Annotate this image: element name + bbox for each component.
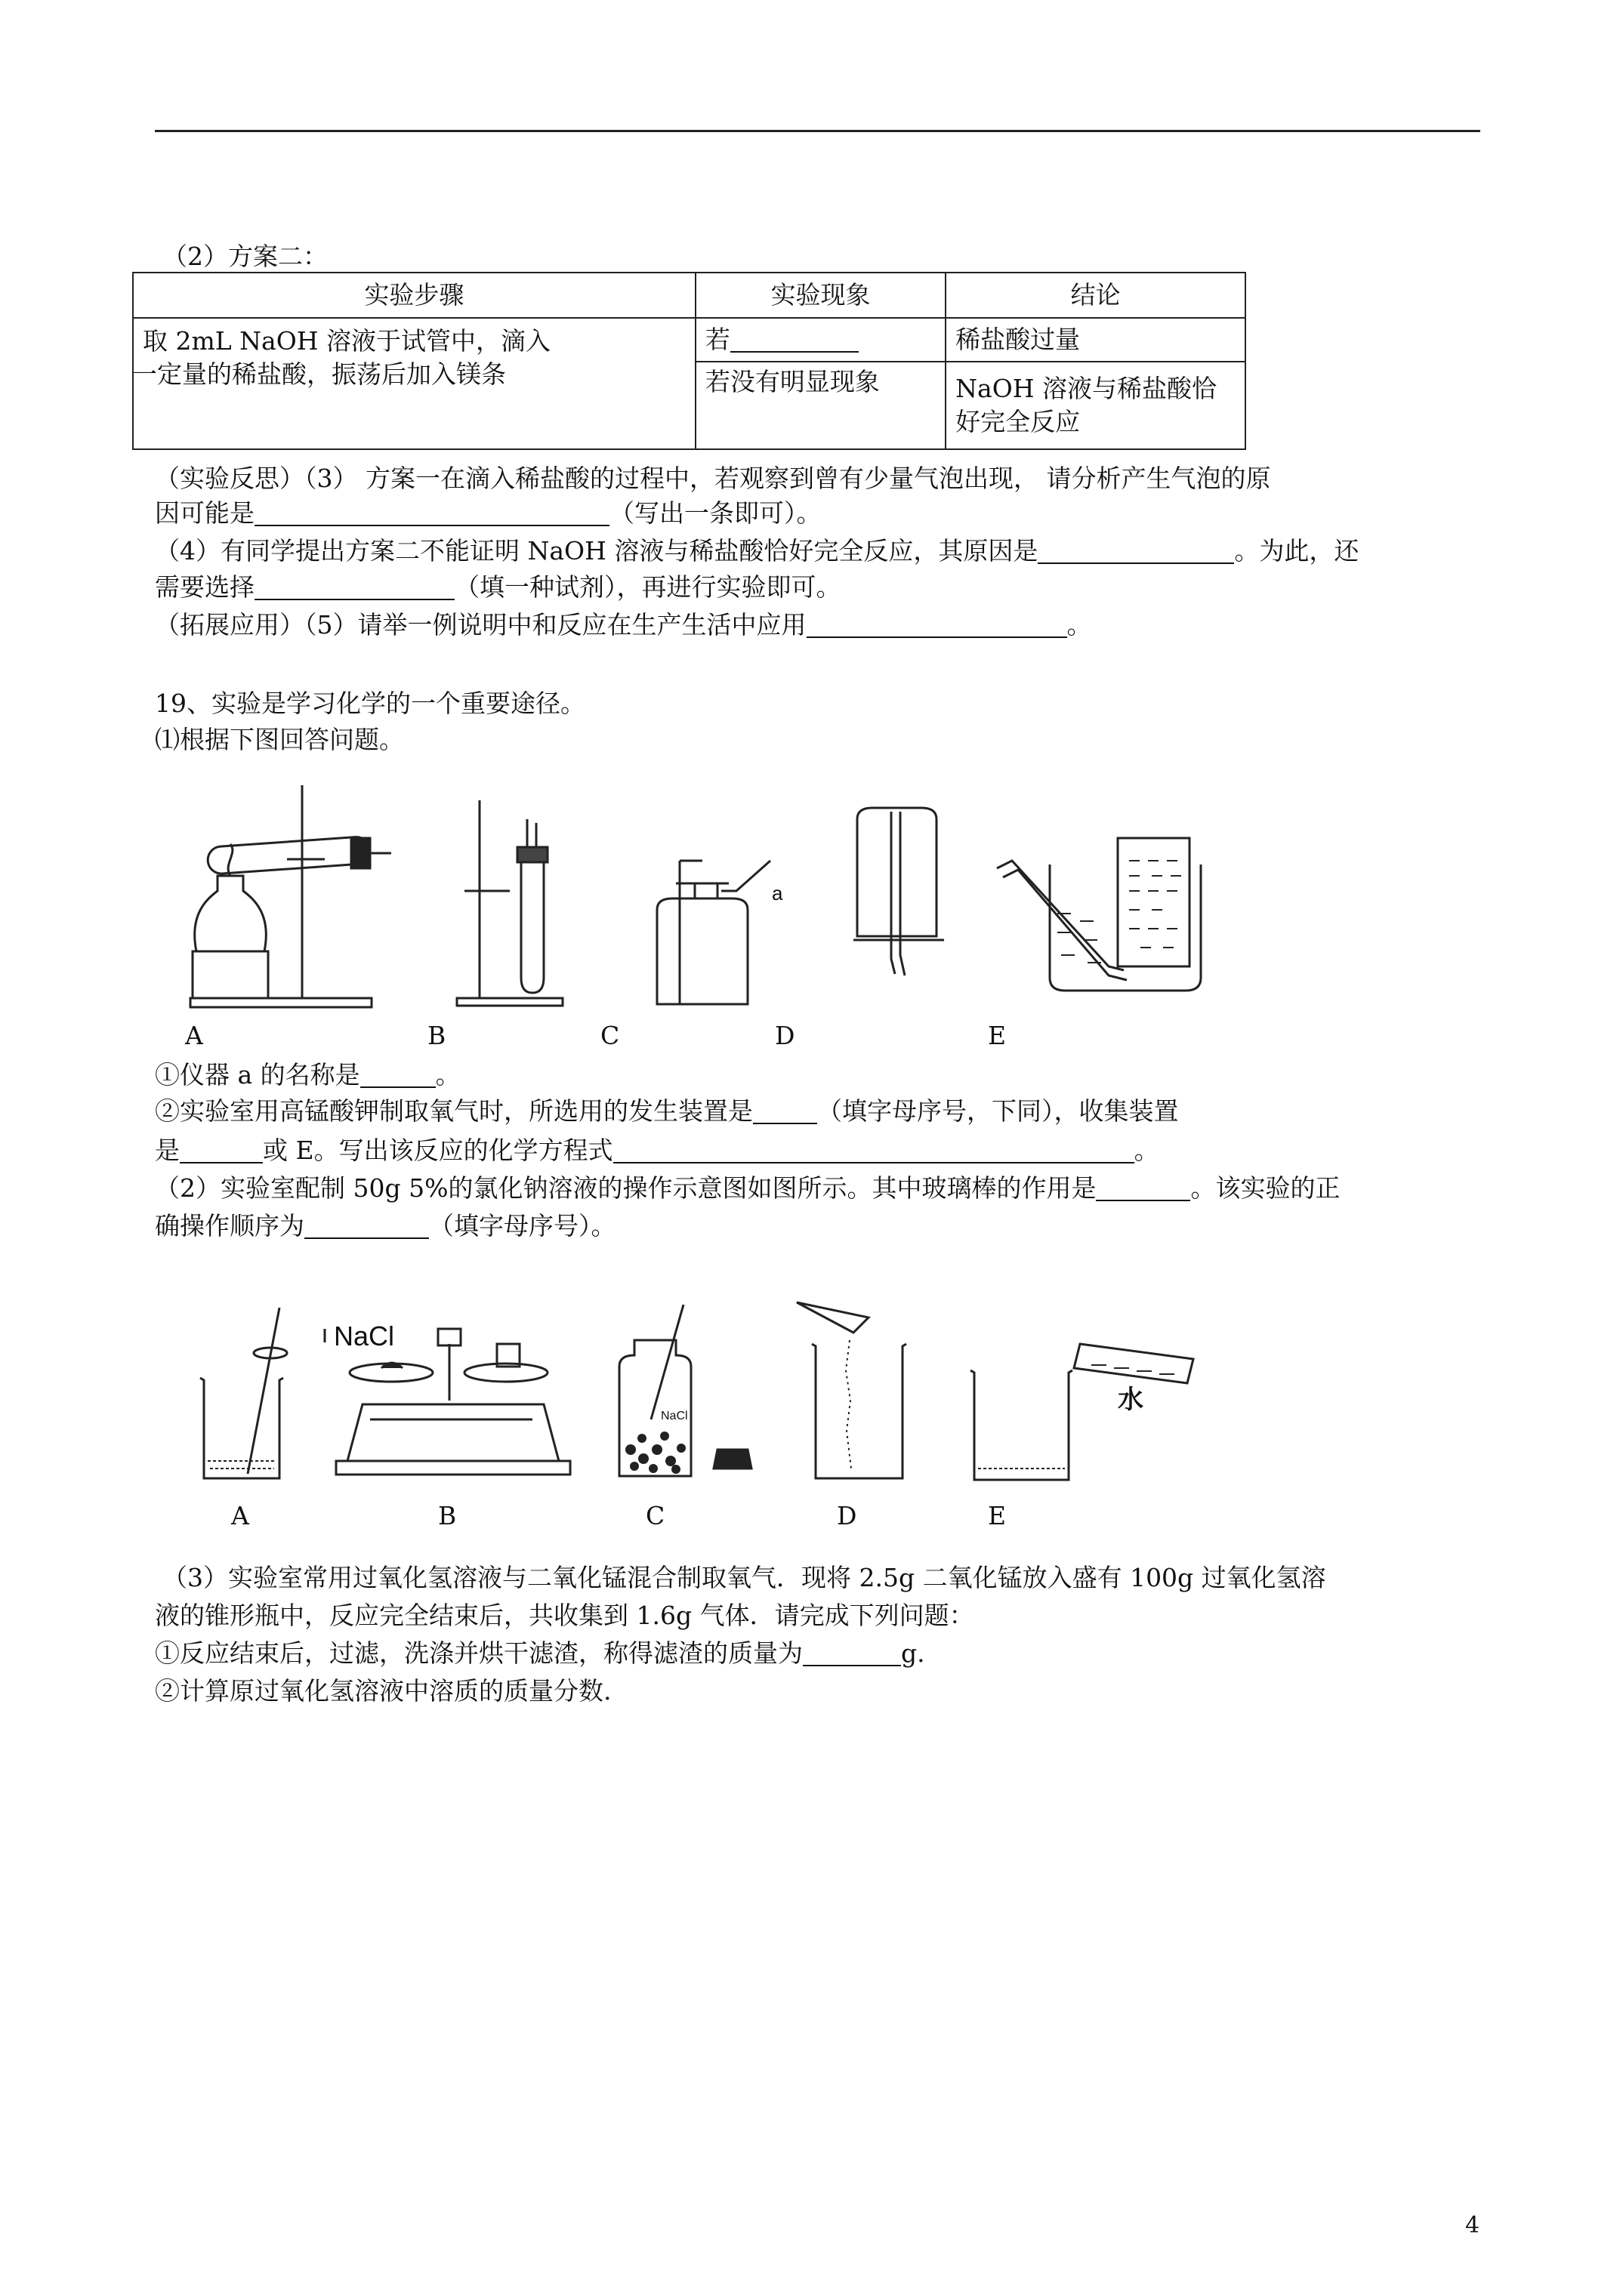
q19-1b-blank-2[interactable] [180,1138,263,1163]
stand-base-a [190,998,372,1007]
delivery-tube-e2 [1003,870,1127,980]
header-rule [155,130,1480,132]
nacl-label-c: NaCl [661,1410,688,1422]
label-a: a [772,882,783,905]
beaker-e [970,1370,1072,1480]
fig2-label-d: D [837,1501,857,1530]
stopper-c [714,1450,751,1469]
q4-prefix: （4）有同学提出方案二不能证明 NaOH 溶液与稀盐酸恰好完全反应，其原因是 [155,536,1038,566]
q19-2-line-2 [155,1210,616,1243]
q19-3a-blank[interactable] [803,1641,901,1666]
q19-1b-blank-1[interactable] [753,1099,817,1124]
q4-line2-prefix: 需要选择 [155,572,255,602]
q5-prefix: （拓展应用）（5）请举一例说明中和反应在生产生活中应用 [155,610,807,639]
op-e [970,1344,1193,1480]
beaker-d [812,1344,906,1478]
fig1-label-d: D [775,1021,795,1050]
stopper-b [517,847,548,862]
section2-title: （2）方案二： [162,242,328,271]
stopper-a [351,838,370,868]
q19-1a-suffix: 。 [435,1060,461,1089]
q19-1b-line2-mid: 或 E。写出该反应的化学方程式 [263,1136,613,1165]
q19-2-blank-1[interactable] [1096,1176,1190,1201]
tube-d2 [900,812,905,975]
beaker-a [200,1378,283,1478]
balance-body [347,1404,559,1461]
fig2-label-b: B [438,1501,457,1530]
apparatus-c [657,861,783,1004]
bottle-d [857,808,936,936]
q4-line2-suffix: （填一种试剂），再进行实验即可。 [455,572,841,602]
nacl-label-b: NaCl [334,1321,395,1351]
q19-3-line-2: 液的锥形瓶中，反应完全结束后，共收集到 1.6g 气体．请完成下列问题： [155,1601,974,1630]
q19-1b-line-1 [155,1095,1179,1128]
apparatus-e [997,838,1201,991]
q19-3-line-1: （3）实验室常用过氧化氢溶液与二氧化锰混合制取氧气．现将 2.5g 二氧化锰放入盛有 100g 过氧化氢溶 [162,1563,1326,1592]
falling-salt-d [846,1340,851,1469]
solution-figure [189,1299,1246,1495]
test-tube-b [521,861,544,993]
phenomenon-1-blank[interactable] [730,327,859,353]
step-line-2: 一定量的稀盐酸，振荡后加入镁条 [132,359,506,389]
paper-d [797,1302,869,1333]
experiment-table [132,272,1246,450]
q3-suffix: （写出一条即可）。 [609,498,822,528]
q19-1a-prefix: ①仪器 a 的名称是 [155,1060,360,1089]
q19-1a [155,1059,461,1092]
bottle-c [657,898,748,1004]
q19-2-blank-2[interactable] [304,1213,429,1239]
q19-1b-prefix: ②实验室用高锰酸钾制取氧气时，所选用的发生装置是 [155,1096,753,1126]
table-header-conclusion: 结论 [946,273,1245,318]
op-d [797,1302,906,1478]
lamp-block-a [193,951,268,998]
graduated-cylinder-e [1074,1344,1193,1383]
glass-rod-a [248,1308,279,1474]
q19-2-prefix: （2）实验室配制 50g 5%的氯化钠溶液的操作示意图如图所示。其中玻璃棒的作用是 [155,1173,1097,1203]
op-b [325,1321,570,1475]
page-number: 4 [1465,2212,1480,2239]
q19-2-line-1 [155,1172,1340,1205]
op-a [200,1308,287,1478]
table-cell-steps [133,318,696,449]
q19-1b-line2-suffix: 。 [1134,1136,1159,1165]
apparatus-d [853,808,944,975]
water-lines-e [1057,861,1181,963]
gas-jar-e [1118,838,1189,966]
q5-blank[interactable] [807,612,1067,638]
apparatus-figure [174,778,1231,1027]
q19-title: 19、实验是学习化学的一个重要途径。 [155,689,585,718]
q3-blank[interactable] [255,501,609,526]
fig1-label-b: B [427,1021,446,1050]
water-label-e: 水 [1118,1385,1143,1414]
apparatus-b [457,800,563,1006]
fig1-label-a: A [185,1021,203,1050]
table-cell-phenomenon-1 [696,318,946,362]
q19-3a-prefix: ①反应结束后，过滤，洗涤并烘干滤渣，称得滤渣的质量为 [155,1638,803,1668]
q5-line [155,609,1092,642]
fig2-label-a: A [231,1501,249,1530]
phenomenon-1-prefix: 若 [705,325,730,354]
table-cell-conclusion-1: 稀盐酸过量 [946,318,1245,362]
op-c [619,1305,751,1476]
q19-1b-line2-prefix: 是 [155,1136,180,1165]
q4-blank-1[interactable] [1038,538,1234,564]
q5-suffix: 。 [1066,610,1092,639]
table-header-steps: 实验步骤 [133,273,696,318]
q4-suffix: 。为此，还 [1234,536,1359,566]
q19-1b-suffix: （填字母序号，下同），收集装置 [817,1096,1179,1126]
q19-2-line2-suffix: （填字母序号）。 [429,1211,616,1240]
q19-3b: ②计算原过氧化氢溶液中溶质的质量分数. [155,1676,612,1706]
fig1-label-e: E [988,1021,1007,1050]
spoon-c [651,1305,683,1419]
q4-blank-2[interactable] [255,575,455,600]
tube-c-side [721,861,770,891]
lamp-flame-a [228,844,233,876]
q3-line-1: （实验反思）（3） 方案一在滴入稀盐酸的过程中，若观察到曾有少量气泡出现， 请分析产生气泡的原 [155,464,1271,493]
q4-line-2 [155,571,841,604]
stand-base-b [457,998,563,1006]
solid-grains-c [625,1432,686,1474]
table-cell-phenomenon-2: 若没有明显现象 [696,362,946,449]
tube-d [891,812,895,974]
q19-1a-blank[interactable] [360,1062,436,1088]
liquid-a [208,1461,276,1469]
q19-part1: ⑴根据下图回答问题。 [155,725,404,754]
q19-2-suffix: 。该实验的正 [1190,1173,1341,1203]
fig2-label-e: E [988,1501,1007,1530]
q19-3a [155,1637,925,1670]
fig1-label-c: C [600,1021,620,1050]
conclusion-2-line-1: NaOH 溶液与稀盐酸恰 [955,374,1217,403]
balance-top [438,1329,461,1345]
q19-3a-suffix: g. [901,1638,925,1668]
fig2-label-c: C [646,1501,665,1530]
step-line-1: 取 2mL NaOH 溶液于试管中，滴入 [143,326,551,356]
delivery-tube-e [997,861,1124,970]
q3-prefix: 因可能是 [155,498,255,528]
q19-1b-line-2 [155,1134,1159,1167]
table-header-phenomenon: 实验现象 [696,273,946,318]
balance-base [336,1461,570,1475]
alcohol-lamp-a [195,876,267,951]
table-cell-conclusion-2 [946,362,1245,449]
q19-1b-blank-3[interactable] [613,1138,1134,1163]
q4-line-1 [155,535,1359,568]
q19-2-line2-prefix: 确操作顺序为 [155,1211,304,1240]
conclusion-2-line-2: 好完全反应 [955,407,1081,436]
q3-line-2 [155,497,822,530]
apparatus-a [190,785,391,1007]
